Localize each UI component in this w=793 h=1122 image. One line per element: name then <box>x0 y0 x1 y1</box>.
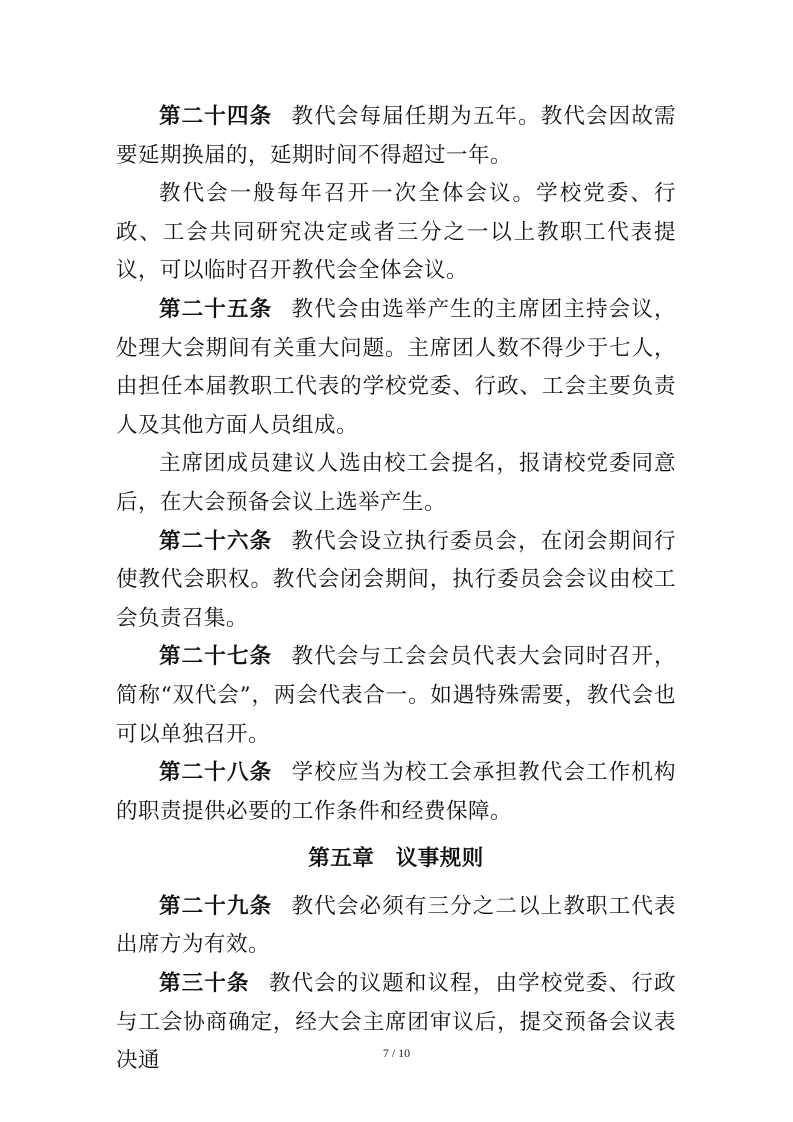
article-27-text-1: 教代会与工会会员代表大会同时召开，简称“双代会”，两会代表合一。如遇特殊需要，教代会也可以单独召开。 <box>116 644 676 747</box>
article-29-label: 第二十九条 <box>159 893 273 919</box>
article-27 <box>116 638 676 754</box>
article-26-text-1: 教代会设立执行委员会，在闭会期间行使教代会职权。教代会闭会期间，执行委员会会议由校工会负责召集。 <box>116 528 676 631</box>
article-28-paragraph-1 <box>116 754 676 831</box>
article-24-label: 第二十四条 <box>159 104 273 129</box>
article-26 <box>116 523 676 639</box>
page-number: 7 / 10 <box>382 1046 411 1060</box>
article-27-label: 第二十七条 <box>159 644 273 670</box>
article-27-paragraph-1 <box>116 638 676 754</box>
article-26-paragraph-1 <box>116 523 676 639</box>
article-30-label: 第三十条 <box>159 971 250 997</box>
article-25-label: 第二十五条 <box>159 296 273 322</box>
article-29-text-1: 教代会必须有三分之二以上教职工代表出席方为有效。 <box>116 893 676 958</box>
article-28-text-1: 学校应当为校工会承担教代会工作机构的职责提供必要的工作条件和经费保障。 <box>116 760 676 824</box>
article-24-paragraph-2: 教代会一般每年召开一次全体会议。学校党委、行政、工会共同研究决定或者三分之一以上教职工代表提议，可以临时召开教代会全体会议。 <box>116 181 676 284</box>
article-29 <box>116 888 676 965</box>
chapter-heading <box>116 840 676 879</box>
article-30-paragraph-1 <box>116 965 676 1081</box>
chapter-title: 议事规则 <box>395 846 484 872</box>
article-28-label: 第二十八条 <box>159 760 273 786</box>
article-24-text-1: 教代会每届任期为五年。教代会因故需要延期换届的，延期时间不得超过一年。 <box>116 104 676 168</box>
article-25-paragraph-2: 主席团成员建议人选由校工会提名，报请校党委同意后，在大会预备会议上选举产生。 <box>116 451 676 515</box>
article-30-text-1: 教代会的议题和议程，由学校党委、行政与工会协商确定，经大会主席团审议后，提交预备会议表决通 <box>116 971 676 1074</box>
chapter-number: 第五章 <box>308 846 375 872</box>
article-25-text-1: 教代会由选举产生的主席团主持会议，处理大会期间有关重大问题。主席团人数不得少于七人，由担任本届教职工代表的学校党委、行政、工会主要负责人及其他方面人员组成。 <box>116 296 676 438</box>
article-26-label: 第二十六条 <box>159 528 273 554</box>
article-28 <box>116 754 676 831</box>
article-25 <box>116 291 676 523</box>
document-page <box>116 98 676 1081</box>
article-29-paragraph-1 <box>116 888 676 965</box>
article-25-paragraph-1 <box>116 291 676 445</box>
article-24 <box>116 98 676 291</box>
article-24-paragraph-1 <box>116 98 676 175</box>
article-30 <box>116 965 676 1081</box>
